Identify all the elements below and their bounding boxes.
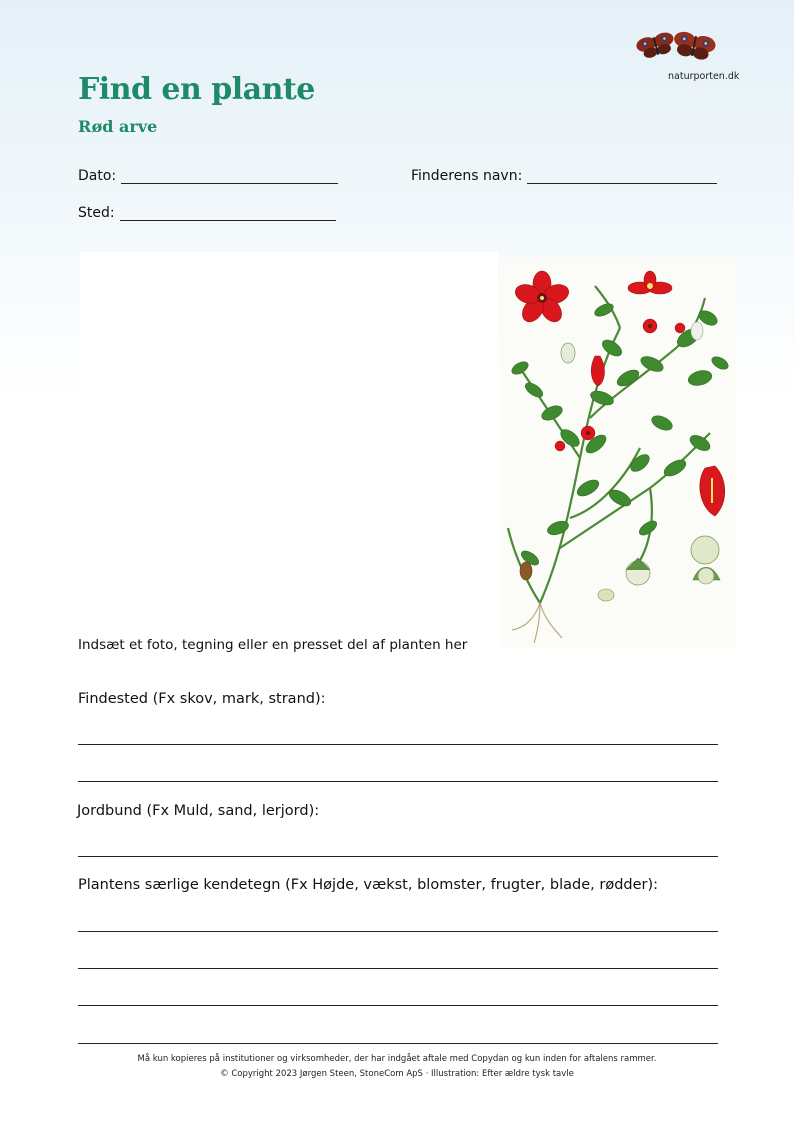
finder-name-field[interactable] [527,183,717,184]
place-field[interactable] [120,220,336,221]
answer-line[interactable] [78,968,718,969]
answer-line[interactable] [78,1005,718,1006]
place-label: Sted: [78,205,115,221]
footer-copyright: © Copyright 2023 Jørgen Steen, StoneCom ApS · Illustration: Efter ældre tysk tavle [220,1069,574,1079]
answer-line[interactable] [78,856,718,857]
answer-line[interactable] [78,744,718,745]
brand-text: naturporten.dk [668,71,740,82]
photo-drop-area[interactable] [80,252,498,622]
plant-illustration [500,258,736,648]
finder-name-label: Finderens navn: [411,168,523,184]
question-findested: Findested (Fx skov, mark, strand): [78,691,326,707]
footer-license: Må kun kopieres på institutioner og virksomheder, der har indgået aftale med Copydan og kun inden for aftalens rammer. [137,1054,657,1064]
date-label: Dato: [78,168,117,184]
answer-line[interactable] [78,781,718,782]
page-subtitle: Rød arve [78,117,158,136]
question-kendetegn: Plantens særlige kendetegn (Fx Højde, vækst, blomster, frugter, blade, rødder): [78,877,659,893]
photo-caption: Indsæt et foto, tegning eller en presset del af planten her [78,637,468,653]
answer-line[interactable] [78,1043,718,1044]
butterfly-logo-icon [634,24,720,68]
answer-line[interactable] [78,931,718,932]
page-title: Find en plante [78,72,315,107]
date-field[interactable] [121,183,338,184]
question-jordbund: Jordbund (Fx Muld, sand, lerjord): [77,803,320,819]
